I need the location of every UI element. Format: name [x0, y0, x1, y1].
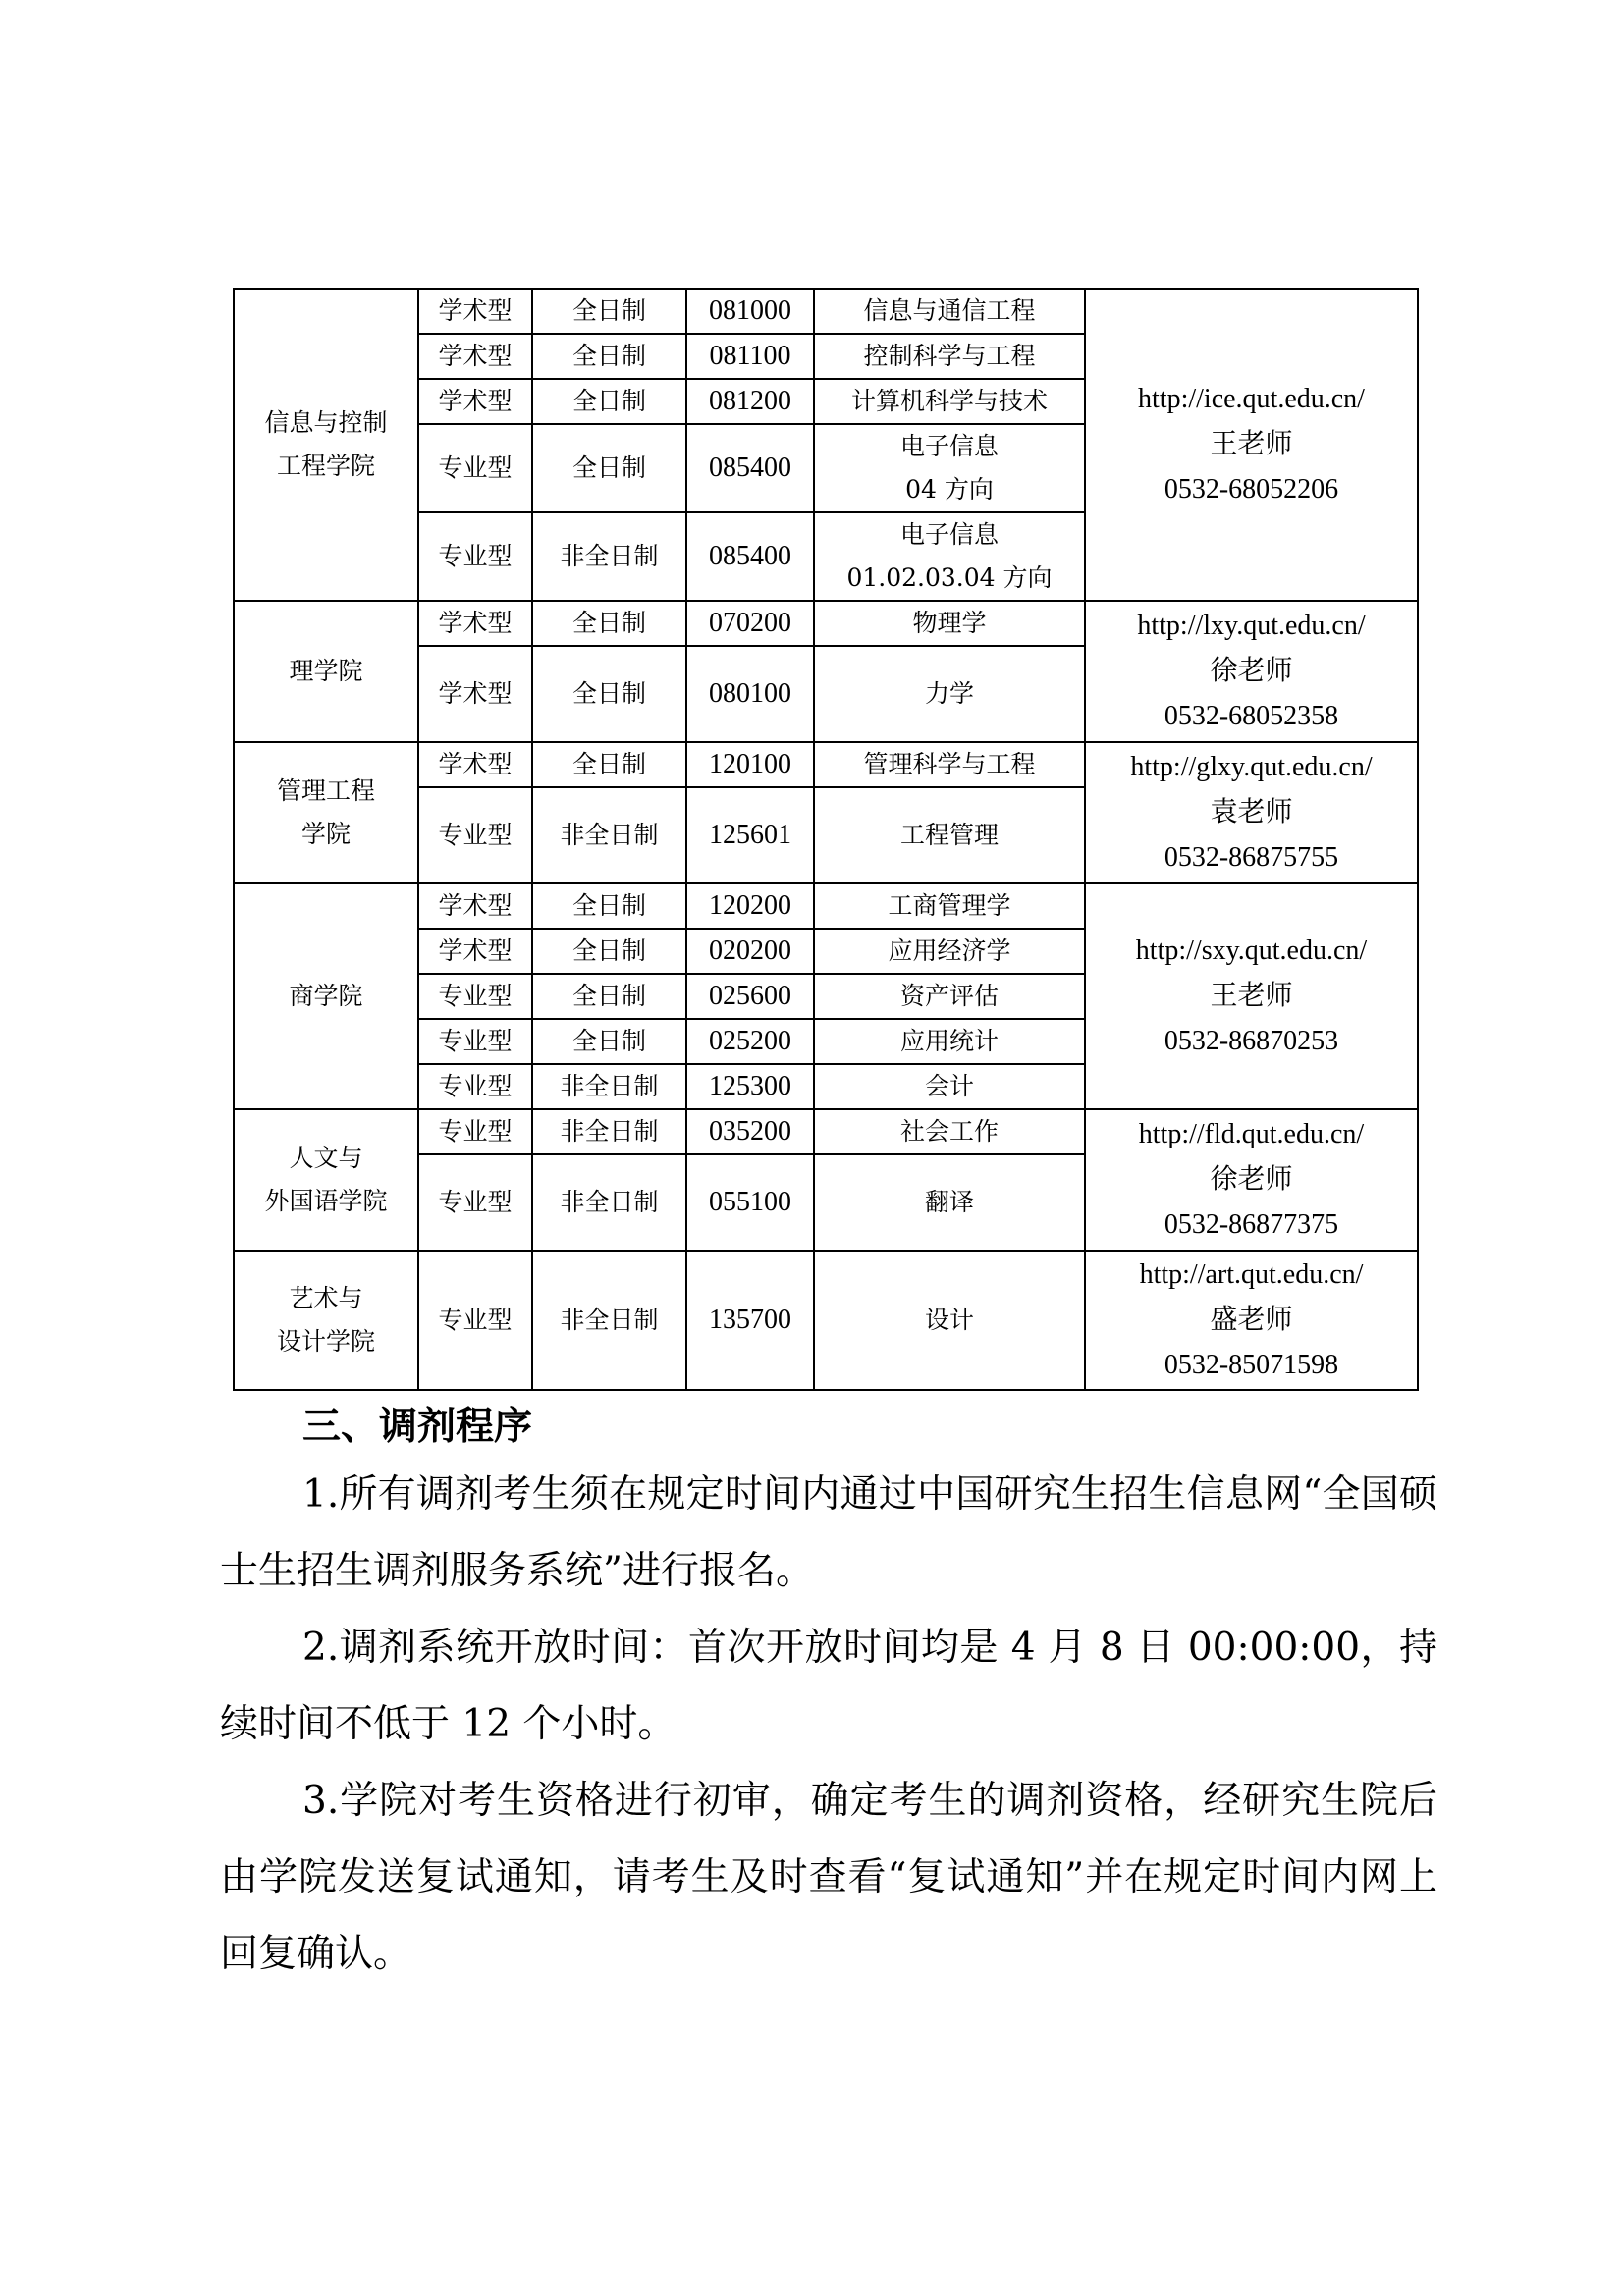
- major-code-cell: 085400: [686, 424, 814, 512]
- college-cell-line: 学院: [300, 820, 351, 848]
- major-name-cell-line: 电子信息: [899, 520, 999, 549]
- degree-type-cell: 专业型: [418, 512, 532, 601]
- major-name-cell: 应用统计: [814, 1019, 1085, 1064]
- college-cell-line: 信息与控制: [264, 408, 388, 437]
- section-heading: 三、调剂程序: [302, 1404, 533, 1449]
- degree-type-cell: 学术型: [418, 289, 532, 334]
- contact-cell: [1085, 1109, 1418, 1251]
- major-code-cell: 125300: [686, 1064, 814, 1109]
- study-mode-cell: 非全日制: [532, 512, 686, 601]
- study-mode-cell: 全日制: [532, 742, 686, 787]
- major-name-cell-line: 04 方向: [905, 475, 994, 504]
- major-name-cell-line: 01.02.03.04 方向: [846, 563, 1053, 592]
- study-mode-cell: 非全日制: [532, 1154, 686, 1251]
- major-name-cell: 管理科学与工程: [814, 742, 1085, 787]
- major-name-cell: 资产评估: [814, 974, 1085, 1019]
- study-mode-cell: 全日制: [532, 646, 686, 742]
- contact-url[interactable]: http://glxy.qut.edu.cn/: [1130, 752, 1373, 782]
- degree-type-cell: 专业型: [418, 1064, 532, 1109]
- admission-table-container: [233, 288, 1417, 1391]
- study-mode-cell: 全日制: [532, 929, 686, 974]
- study-mode-cell: 非全日制: [532, 1251, 686, 1390]
- paragraph-1: 1.所有调剂考生须在规定时间内通过中国研究生招生信息网“全国硕士生招生调剂服务系统”进行报名。: [220, 1472, 1437, 1593]
- major-code-cell: 025200: [686, 1019, 814, 1064]
- major-name-cell: 工程管理: [814, 787, 1085, 883]
- college-cell: 商学院: [234, 883, 418, 1109]
- major-code-cell: 020200: [686, 929, 814, 974]
- contact-url[interactable]: http://sxy.qut.edu.cn/: [1135, 935, 1368, 966]
- major-code-cell: 081200: [686, 379, 814, 424]
- degree-type-cell: 学术型: [418, 646, 532, 742]
- contact-teacher: 王老师: [1210, 981, 1293, 1011]
- major-name-cell: 社会工作: [814, 1109, 1085, 1154]
- study-mode-cell: 全日制: [532, 334, 686, 379]
- contact-teacher: 盛老师: [1210, 1305, 1293, 1335]
- contact-teacher: 王老师: [1210, 429, 1293, 459]
- contact-phone: 0532-68052358: [1164, 701, 1339, 731]
- contact-phone: 0532-86870253: [1164, 1026, 1339, 1056]
- major-name-cell: 应用经济学: [814, 929, 1085, 974]
- major-code-cell: 135700: [686, 1251, 814, 1390]
- study-mode-cell: 非全日制: [532, 1109, 686, 1154]
- college-cell-line: 工程学院: [276, 452, 375, 480]
- degree-type-cell: 专业型: [418, 1019, 532, 1064]
- contact-url[interactable]: http://lxy.qut.edu.cn/: [1137, 611, 1366, 641]
- paragraph-3: 3.学院对考生资格进行初审，确定考生的调剂资格，经研究生院后由学院发送复试通知，请考生及时查看“复试通知”并在规定时间内网上回复确认。: [220, 1779, 1437, 1976]
- major-name-cell: [814, 512, 1085, 601]
- table-row: [234, 742, 1418, 787]
- study-mode-cell: 全日制: [532, 883, 686, 929]
- study-mode-cell: 全日制: [532, 1019, 686, 1064]
- degree-type-cell: 专业型: [418, 424, 532, 512]
- degree-type-cell: 专业型: [418, 1154, 532, 1251]
- college-cell-line: 艺术与: [289, 1284, 363, 1312]
- contact-teacher: 袁老师: [1210, 797, 1293, 828]
- college-cell: [234, 742, 418, 883]
- college-cell-line: 管理工程: [276, 776, 375, 805]
- degree-type-cell: 学术型: [418, 929, 532, 974]
- major-code-cell: 035200: [686, 1109, 814, 1154]
- degree-type-cell: 学术型: [418, 379, 532, 424]
- major-name-cell: 信息与通信工程: [814, 289, 1085, 334]
- contact-cell: [1085, 742, 1418, 883]
- major-code-cell: 125601: [686, 787, 814, 883]
- college-cell-line: 设计学院: [276, 1327, 375, 1356]
- contact-teacher: 徐老师: [1210, 656, 1293, 686]
- college-cell: [234, 1109, 418, 1251]
- major-name-cell: 设计: [814, 1251, 1085, 1390]
- table-row: [234, 1109, 1418, 1154]
- major-name-cell: [814, 424, 1085, 512]
- major-code-cell: 025600: [686, 974, 814, 1019]
- contact-url[interactable]: http://ice.qut.edu.cn/: [1138, 384, 1365, 414]
- major-name-cell: 计算机科学与技术: [814, 379, 1085, 424]
- study-mode-cell: 全日制: [532, 424, 686, 512]
- table-row: [234, 883, 1418, 929]
- contact-phone: 0532-86877375: [1164, 1209, 1339, 1240]
- major-code-cell: 085400: [686, 512, 814, 601]
- degree-type-cell: 专业型: [418, 1109, 532, 1154]
- study-mode-cell: 非全日制: [532, 1064, 686, 1109]
- major-code-cell: 120200: [686, 883, 814, 929]
- major-code-cell: 070200: [686, 601, 814, 646]
- table-row: [234, 1251, 1418, 1390]
- degree-type-cell: 专业型: [418, 787, 532, 883]
- degree-type-cell: 学术型: [418, 742, 532, 787]
- contact-cell: [1085, 883, 1418, 1109]
- admission-table-body: [234, 289, 1418, 1390]
- major-name-cell: 工商管理学: [814, 883, 1085, 929]
- college-cell-line: 外国语学院: [264, 1187, 388, 1215]
- degree-type-cell: 专业型: [418, 974, 532, 1019]
- study-mode-cell: 全日制: [532, 601, 686, 646]
- major-code-cell: 055100: [686, 1154, 814, 1251]
- degree-type-cell: 学术型: [418, 601, 532, 646]
- contact-teacher: 徐老师: [1210, 1164, 1293, 1195]
- major-name-cell: 物理学: [814, 601, 1085, 646]
- table-row: [234, 601, 1418, 646]
- degree-type-cell: 学术型: [418, 334, 532, 379]
- major-code-cell: 120100: [686, 742, 814, 787]
- major-name-cell-line: 电子信息: [899, 432, 999, 460]
- contact-cell: [1085, 289, 1418, 601]
- contact-url[interactable]: http://art.qut.edu.cn/: [1139, 1259, 1364, 1290]
- study-mode-cell: 全日制: [532, 289, 686, 334]
- contact-phone: 0532-68052206: [1164, 474, 1339, 505]
- admission-table: [233, 288, 1419, 1391]
- college-cell: [234, 1251, 418, 1390]
- major-name-cell: 会计: [814, 1064, 1085, 1109]
- major-code-cell: 081000: [686, 289, 814, 334]
- major-name-cell: 翻译: [814, 1154, 1085, 1251]
- table-row: [234, 289, 1418, 334]
- study-mode-cell: 全日制: [532, 974, 686, 1019]
- adjustment-procedure-section: [220, 1396, 1437, 1993]
- college-cell: [234, 289, 418, 601]
- major-name-cell: 控制科学与工程: [814, 334, 1085, 379]
- study-mode-cell: 非全日制: [532, 787, 686, 883]
- contact-phone: 0532-86875755: [1164, 842, 1339, 873]
- paragraph-2: 2.调剂系统开放时间：首次开放时间均是 4 月 8 日 00:00:00，持续时间不低于 12 个小时。: [220, 1626, 1437, 1746]
- major-code-cell: 080100: [686, 646, 814, 742]
- degree-type-cell: 学术型: [418, 883, 532, 929]
- contact-cell: [1085, 1251, 1418, 1390]
- contact-url[interactable]: http://fld.qut.edu.cn/: [1138, 1119, 1365, 1149]
- study-mode-cell: 全日制: [532, 379, 686, 424]
- college-cell: 理学院: [234, 601, 418, 742]
- major-name-cell: 力学: [814, 646, 1085, 742]
- contact-cell: [1085, 601, 1418, 742]
- college-cell-line: 人文与: [289, 1144, 363, 1172]
- major-code-cell: 081100: [686, 334, 814, 379]
- contact-phone: 0532-85071598: [1164, 1350, 1339, 1380]
- degree-type-cell: 专业型: [418, 1251, 532, 1390]
